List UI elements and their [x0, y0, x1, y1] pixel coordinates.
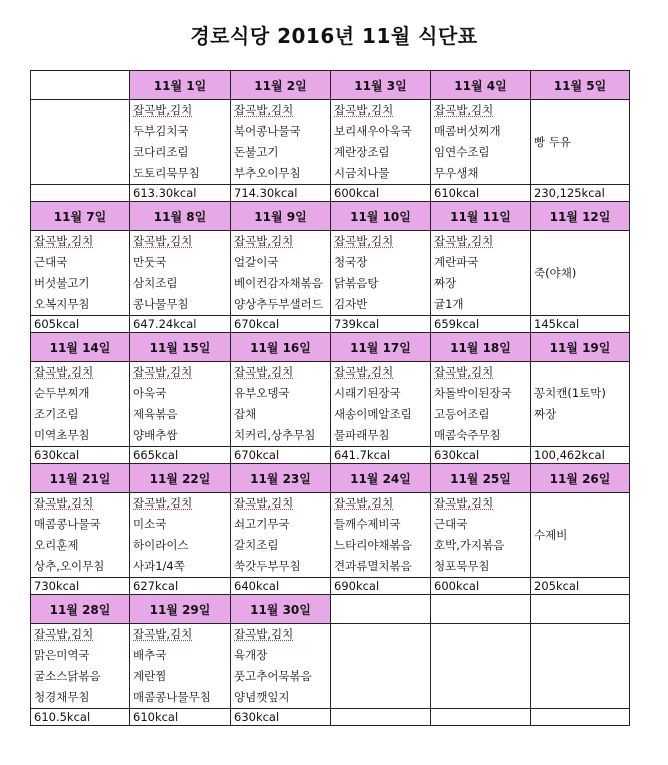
date-cell: 11월 12일: [531, 202, 630, 231]
menu-item: 시금치나물: [334, 166, 390, 180]
menu-cell: [331, 231, 431, 316]
menu-cell: [130, 231, 231, 316]
menu-item: 얼갈이국: [234, 255, 279, 269]
menu-item: 미소국: [133, 517, 167, 531]
date-cell: 11월 26일: [531, 464, 630, 493]
date-cell: 11월 18일: [431, 333, 531, 362]
menu-item: 아욱국: [133, 386, 167, 400]
menu-item: 치커리,상추무침: [234, 428, 316, 442]
menu-cell: [531, 100, 630, 185]
kcal-cell: 630kcal: [231, 709, 331, 726]
kcal-cell: 610kcal: [130, 709, 231, 726]
menu-item: 물파래무침: [334, 428, 390, 442]
menu-cell: [31, 493, 130, 578]
kcal-cell: [31, 185, 130, 202]
menu-item: 잡곡밥,김치: [434, 103, 494, 117]
menu-cell: [31, 231, 130, 316]
date-cell: 11월 21일: [31, 464, 130, 493]
menu-cell: [331, 100, 431, 185]
date-cell: 11월 30일: [231, 595, 331, 624]
menu-item: 계란찜: [133, 669, 167, 683]
menu-cell: [231, 100, 331, 185]
menu-item: 잡곡밥,김치: [234, 234, 294, 248]
date-cell: 11월 17일: [331, 333, 431, 362]
menu-cell: [531, 624, 630, 709]
kcal-cell: 610.5kcal: [31, 709, 130, 726]
date-cell: 11월 23일: [231, 464, 331, 493]
kcal-cell: 600kcal: [431, 578, 531, 595]
menu-item: 근대국: [434, 517, 468, 531]
kcal-cell: 630kcal: [31, 447, 130, 464]
menu-cell: [130, 493, 231, 578]
kcal-row: [31, 447, 630, 464]
menu-item: 새송이메알조림: [334, 407, 412, 421]
menu-item: 들깨수제비국: [334, 517, 401, 531]
menu-item: 잡곡밥,김치: [133, 627, 193, 641]
menu-item: 잡곡밥,김치: [334, 365, 394, 379]
date-cell: 11월 9일: [231, 202, 331, 231]
menu-item: 잡곡밥,김치: [234, 103, 294, 117]
menu-item: 북어콩나물국: [234, 124, 301, 138]
menu-item: 양념깻잎지: [234, 690, 290, 704]
kcal-cell: 739kcal: [331, 316, 431, 333]
kcal-cell: 600kcal: [331, 185, 431, 202]
menu-cell: [231, 231, 331, 316]
kcal-row: [31, 709, 630, 726]
menu-item: 사과1/4쪽: [133, 559, 185, 573]
date-cell: 11월 5일: [531, 71, 630, 100]
menu-cell: [130, 362, 231, 447]
kcal-cell: 627kcal: [130, 578, 231, 595]
menu-table: [30, 70, 630, 726]
date-cell: 11월 2일: [231, 71, 331, 100]
menu-item: 도토리묵무침: [133, 166, 200, 180]
kcal-cell: 230,125kcal: [531, 185, 630, 202]
menu-item: 매콤콩나물무침: [133, 690, 211, 704]
menu-item: 삼치조림: [133, 276, 178, 290]
menu-item: 죽(야채): [534, 266, 577, 280]
menu-item: 베이컨감자채볶음: [234, 276, 323, 290]
date-header-row: [31, 464, 630, 493]
menu-item: 잡곡밥,김치: [133, 234, 193, 248]
menu-item: 임연수조림: [434, 145, 490, 159]
menu-item: 계란장조림: [334, 145, 390, 159]
kcal-cell: [531, 709, 630, 726]
menu-item: 쑥갓두부무침: [234, 559, 301, 573]
date-cell: 11월 3일: [331, 71, 431, 100]
kcal-cell: [331, 709, 431, 726]
menu-item: 잡곡밥,김치: [234, 496, 294, 510]
menu-item: 근대국: [34, 255, 68, 269]
menu-item: 육개장: [234, 648, 268, 662]
date-cell: 11월 28일: [31, 595, 130, 624]
date-header-row: [31, 595, 630, 624]
menu-row: [31, 231, 630, 316]
menu-item: 청포묵무침: [434, 559, 490, 573]
menu-item: 부추오이무침: [234, 166, 301, 180]
menu-item: 수제비: [534, 528, 568, 542]
menu-item: 돈불고기: [234, 145, 279, 159]
menu-item: 미역초무침: [34, 428, 90, 442]
menu-item: 배추국: [133, 648, 167, 662]
menu-cell: [31, 100, 130, 185]
menu-item: 꽁치캔(1토막): [534, 386, 606, 400]
menu-cell: [231, 362, 331, 447]
menu-item: 계란파국: [434, 255, 479, 269]
menu-item: 굴소스닭볶음: [34, 669, 101, 683]
menu-item: 잡곡밥,김치: [133, 103, 193, 117]
menu-item: 매콤콩나물국: [34, 517, 101, 531]
menu-item: 잡곡밥,김치: [234, 365, 294, 379]
menu-item: 느타리야채볶음: [334, 538, 412, 552]
menu-item: 두부김치국: [133, 124, 189, 138]
kcal-cell: 640kcal: [231, 578, 331, 595]
menu-row: [31, 100, 630, 185]
menu-item: 시래기된장국: [334, 386, 401, 400]
date-cell: 11월 14일: [31, 333, 130, 362]
menu-item: 짜장: [434, 276, 457, 290]
menu-cell: [531, 493, 630, 578]
menu-cell: [531, 231, 630, 316]
date-cell: 11월 11일: [431, 202, 531, 231]
menu-item: 풋고추어묵볶음: [234, 669, 312, 683]
menu-item: 매콤버섯찌개: [434, 124, 501, 138]
menu-item: 빵 두유: [534, 135, 571, 149]
menu-item: 오복지무침: [34, 297, 90, 311]
menu-cell: [231, 493, 331, 578]
date-header-row: [31, 71, 630, 100]
date-cell: [531, 595, 630, 624]
menu-item: 조기조림: [34, 407, 79, 421]
menu-item: 순두부찌개: [34, 386, 90, 400]
kcal-cell: 659kcal: [431, 316, 531, 333]
kcal-cell: 100,462kcal: [531, 447, 630, 464]
kcal-cell: 670kcal: [231, 447, 331, 464]
menu-item: 잡곡밥,김치: [133, 365, 193, 379]
menu-item: 잡곡밥,김치: [334, 234, 394, 248]
date-cell: [331, 595, 431, 624]
menu-cell: [331, 624, 431, 709]
date-cell: 11월 16일: [231, 333, 331, 362]
menu-cell: [331, 493, 431, 578]
menu-cell: [431, 231, 531, 316]
kcal-cell: 641.7kcal: [331, 447, 431, 464]
date-cell: [431, 595, 531, 624]
page-title: 경로식당 2016년 11월 식단표: [190, 24, 478, 48]
menu-item: 보리새우아욱국: [334, 124, 412, 138]
date-cell: 11월 24일: [331, 464, 431, 493]
menu-item: 호박,가지볶음: [434, 538, 505, 552]
menu-row: [31, 624, 630, 709]
date-cell: 11월 10일: [331, 202, 431, 231]
date-cell: 11월 15일: [130, 333, 231, 362]
kcal-cell: 714.30kcal: [231, 185, 331, 202]
kcal-cell: 613.30kcal: [130, 185, 231, 202]
menu-item: 잡곡밥,김치: [434, 365, 494, 379]
kcal-row: [31, 185, 630, 202]
kcal-cell: 665kcal: [130, 447, 231, 464]
menu-item: 잡곡밥,김치: [234, 627, 294, 641]
menu-item: 오리훈제: [34, 538, 79, 552]
kcal-cell: 610kcal: [431, 185, 531, 202]
kcal-cell: 605kcal: [31, 316, 130, 333]
kcal-cell: 630kcal: [431, 447, 531, 464]
kcal-cell: 647.24kcal: [130, 316, 231, 333]
menu-item: 하이라이스: [133, 538, 189, 552]
menu-item: 짜장: [534, 407, 557, 421]
kcal-cell: 690kcal: [331, 578, 431, 595]
date-cell: 11월 22일: [130, 464, 231, 493]
menu-item: 김자반: [334, 297, 368, 311]
menu-item: 잡곡밥,김치: [34, 627, 94, 641]
kcal-cell: 670kcal: [231, 316, 331, 333]
menu-cell: [531, 362, 630, 447]
menu-item: 매콤숙주무침: [434, 428, 501, 442]
menu-cell: [231, 624, 331, 709]
menu-item: 유부오뎅국: [234, 386, 290, 400]
menu-item: 양배추쌈: [133, 428, 178, 442]
menu-item: 무우생채: [434, 166, 479, 180]
date-cell: [31, 71, 130, 100]
menu-item: 상추,오이무침: [34, 559, 105, 573]
date-header-row: [31, 202, 630, 231]
date-cell: 11월 25일: [431, 464, 531, 493]
date-cell: 11월 7일: [31, 202, 130, 231]
menu-item: 버섯불고기: [34, 276, 90, 290]
menu-item: 콩나물무침: [133, 297, 189, 311]
menu-item: 잡곡밥,김치: [434, 234, 494, 248]
menu-item: 잡곡밥,김치: [434, 496, 494, 510]
menu-item: 견과류멸치볶음: [334, 559, 412, 573]
kcal-row: [31, 316, 630, 333]
menu-cell: [31, 624, 130, 709]
menu-item: 맑은미역국: [34, 648, 90, 662]
kcal-cell: 730kcal: [31, 578, 130, 595]
menu-item: 차돌박이된장국: [434, 386, 512, 400]
date-cell: 11월 19일: [531, 333, 630, 362]
date-cell: 11월 8일: [130, 202, 231, 231]
menu-item: 닭볶음탕: [334, 276, 379, 290]
kcal-row: [31, 578, 630, 595]
menu-item: 잡곡밥,김치: [34, 365, 94, 379]
menu-cell: [431, 362, 531, 447]
menu-cell: [130, 100, 231, 185]
menu-cell: [431, 100, 531, 185]
date-cell: 11월 29일: [130, 595, 231, 624]
menu-cell: [331, 362, 431, 447]
menu-item: 잡곡밥,김치: [334, 103, 394, 117]
menu-item: 귤1개: [434, 297, 464, 311]
menu-item: 코다리조림: [133, 145, 189, 159]
menu-item: 청국장: [334, 255, 368, 269]
menu-cell: [431, 624, 531, 709]
menu-item: 잡채: [234, 407, 257, 421]
menu-item: 제육볶음: [133, 407, 178, 421]
menu-item: 쇠고기무국: [234, 517, 290, 531]
menu-item: 만둣국: [133, 255, 167, 269]
date-cell: 11월 1일: [130, 71, 231, 100]
menu-row: [31, 493, 630, 578]
menu-cell: [431, 493, 531, 578]
menu-cell: [130, 624, 231, 709]
kcal-cell: 145kcal: [531, 316, 630, 333]
menu-item: 고등어조림: [434, 407, 490, 421]
menu-item: 잡곡밥,김치: [34, 234, 94, 248]
menu-item: 잡곡밥,김치: [133, 496, 193, 510]
menu-item: 양상추두부샐러드: [234, 297, 323, 311]
menu-item: 잡곡밥,김치: [334, 496, 394, 510]
kcal-cell: [431, 709, 531, 726]
menu-row: [31, 362, 630, 447]
menu-item: 갈치조림: [234, 538, 279, 552]
date-cell: 11월 4일: [431, 71, 531, 100]
menu-item: 잡곡밥,김치: [34, 496, 94, 510]
menu-item: 청경채무침: [34, 690, 90, 704]
kcal-cell: 205kcal: [531, 578, 630, 595]
date-header-row: [31, 333, 630, 362]
menu-cell: [31, 362, 130, 447]
